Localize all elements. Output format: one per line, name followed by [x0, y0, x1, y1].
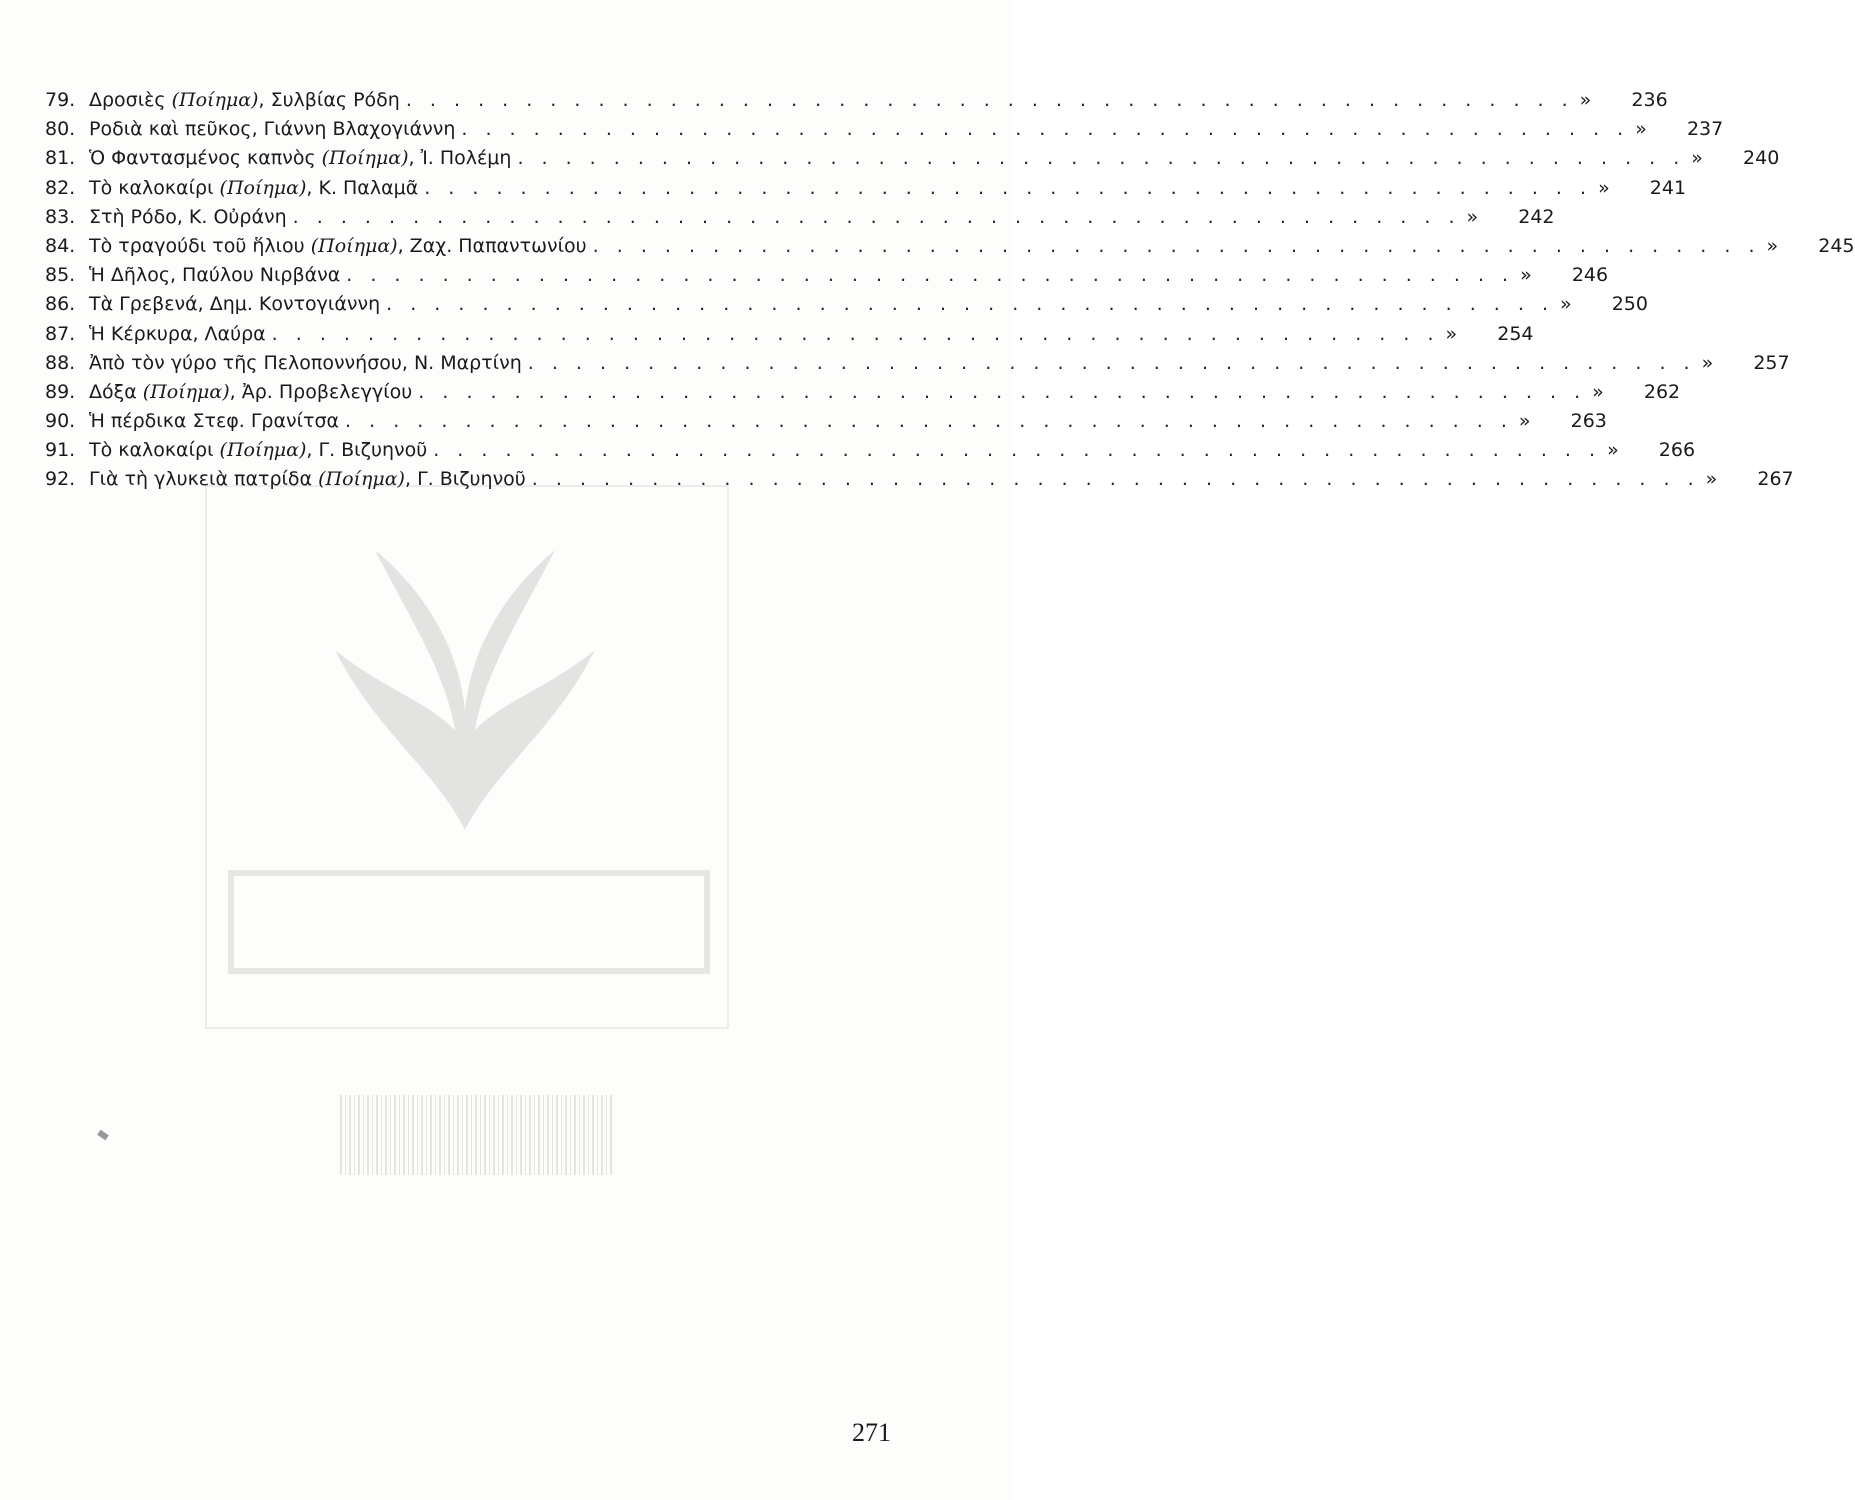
toc-entry: [45, 320, 1534, 349]
toc-entry: [45, 86, 1668, 115]
bleed-through-barcode: [340, 1095, 615, 1175]
toc-entry: [45, 174, 1687, 203]
toc-entry-genre: (Ποίημα): [219, 439, 307, 462]
toc-ref-mark: »: [1445, 322, 1458, 345]
toc-entry: [45, 203, 1555, 232]
toc-leader-dots: [272, 320, 1440, 349]
toc-entry-number: 80.: [45, 118, 76, 141]
toc-entry-number: 88.: [45, 351, 76, 374]
toc-entry-title-text: Ροδιὰ καὶ πεῦκος, Γιάννη Βλαχογιάννη: [89, 118, 456, 141]
toc-entry-title-text: Γιὰ τὴ γλυκειὰ πατρίδα: [89, 468, 319, 491]
toc-entry: [45, 465, 1794, 494]
toc-entry-title-text: Τὸ καλοκαίρι: [89, 439, 220, 462]
toc-entry-title: [83, 320, 266, 349]
toc-entry-title: [83, 378, 412, 407]
toc-entry-page: 257: [1753, 351, 1790, 374]
toc-ref-mark: »: [1691, 147, 1703, 170]
toc-entry-title-text: Στὴ Ρόδο, Κ. Οὐράνη: [89, 205, 287, 228]
toc-entry-author: , Γ. Βιζυηνοῦ: [306, 439, 428, 462]
toc-entry: [45, 290, 1648, 319]
toc-leader-dots: [406, 86, 1574, 115]
toc-leader-dots: [532, 465, 1700, 494]
toc-entry-page: 266: [1658, 439, 1696, 462]
toc-entry-author: , Ζαχ. Παπαντωνίου: [397, 234, 587, 257]
toc-entry-author: , Ἀρ. Προβελεγγίου: [229, 380, 413, 403]
toc-ref-mark: »: [1705, 468, 1718, 491]
toc-leader-dots: [433, 436, 1601, 465]
table-of-contents: [45, 86, 1855, 495]
toc-entry: [45, 378, 1681, 407]
toc-entry-number: 89.: [45, 380, 76, 403]
toc-entry-number: 79.: [45, 89, 76, 111]
toc-entry-page: 254: [1497, 322, 1534, 345]
toc-entry-genre: (Ποίημα): [142, 380, 230, 403]
toc-entry-title-text: Ἡ Δῆλος, Παύλου Νιρβάνα: [89, 264, 341, 287]
toc-entry-title-text: Τὸ καλοκαίρι: [89, 176, 220, 199]
toc-entry-genre: (Ποίημα): [318, 468, 405, 491]
toc-leader-dots: [386, 290, 1554, 319]
toc-leader-dots: [528, 349, 1696, 378]
toc-entry-number: 82.: [45, 176, 76, 199]
toc-entry-genre: (Ποίημα): [310, 234, 398, 257]
toc-entry-title-text: Ἡ πέρδικα Στεφ. Γρανίτσα: [89, 410, 340, 433]
toc-entry-title-text: Ἀπὸ τὸν γύρο τῆς Πελοποννήσου, Ν. Μαρτίνη: [89, 351, 522, 374]
toc-entry-page: 262: [1643, 380, 1681, 403]
toc-entry-number: 91.: [45, 439, 76, 462]
toc-entry-page: 240: [1743, 147, 1780, 170]
toc-leader-dots: [461, 115, 1629, 144]
toc-ref-mark: »: [1518, 410, 1531, 433]
toc-entry-title-text: Ἡ Κέρκυρα, Λαύρα: [89, 322, 266, 345]
toc-entry-title-text: Τὰ Γρεβενά, Δημ. Κοντογιάννη: [89, 293, 381, 316]
toc-entry-title: [83, 349, 522, 378]
toc-entry-title-text: Ὁ Φαντασμένος καπνὸς: [89, 147, 322, 170]
toc-entry-title: [83, 86, 400, 115]
ink-speck: [97, 1130, 109, 1141]
toc-ref-mark: »: [1592, 380, 1604, 403]
toc-entry-title-text: Δόξα: [89, 380, 143, 403]
toc-leader-dots: [418, 378, 1586, 407]
toc-entry-title: [83, 407, 339, 436]
toc-entry-number: 90.: [45, 410, 76, 433]
toc-entry-number: 85.: [45, 264, 76, 287]
toc-ref-mark: »: [1635, 118, 1647, 141]
toc-ref-mark: »: [1701, 351, 1714, 374]
toc-entry-title: [83, 174, 418, 203]
toc-entry-title: [83, 203, 287, 232]
toc-entry-title: [83, 465, 526, 494]
toc-entry-page: 246: [1571, 264, 1609, 287]
toc-entry-page: 245: [1818, 234, 1855, 257]
toc-entry-genre: (Ποίημα): [171, 89, 259, 111]
bleed-through-phoenix-icon: [315, 530, 615, 850]
toc-entry-genre: (Ποίημα): [321, 147, 409, 170]
toc-ref-mark: »: [1559, 293, 1572, 316]
toc-entry-page: 242: [1518, 205, 1555, 228]
toc-entry-title: [83, 144, 511, 173]
toc-entry-title: [83, 261, 340, 290]
toc-entry: [45, 436, 1696, 465]
toc-leader-dots: [346, 261, 1514, 290]
page-number: 271: [852, 1418, 891, 1447]
toc-entry-number: 81.: [45, 147, 76, 170]
toc-entry: [45, 144, 1780, 173]
toc-ref-mark: »: [1466, 205, 1479, 228]
toc-entry-author: , Κ. Παλαμᾶ: [306, 176, 419, 199]
toc-entry-author: , Συλβίας Ρόδη: [258, 89, 400, 111]
toc-entry-number: 86.: [45, 293, 76, 316]
toc-ref-mark: »: [1766, 234, 1779, 257]
toc-entry-page: 250: [1611, 293, 1648, 316]
toc-entry-page: 241: [1649, 176, 1687, 199]
toc-entry-number: 83.: [45, 205, 76, 228]
toc-entry-page: 263: [1570, 410, 1607, 433]
toc-entry-title-text: Τὸ τραγούδι τοῦ ἥλιου: [89, 234, 311, 257]
toc-entry-author: , Ἰ. Πολέμη: [408, 147, 512, 170]
toc-leader-dots: [293, 203, 1461, 232]
toc-entry-genre: (Ποίημα): [219, 176, 307, 199]
toc-entry-number: 84.: [45, 234, 76, 257]
toc-ref-mark: »: [1607, 439, 1619, 462]
toc-leader-dots: [345, 407, 1513, 436]
bleed-through-banner: [228, 870, 710, 974]
toc-ref-mark: »: [1579, 89, 1592, 111]
toc-ref-mark: »: [1520, 264, 1532, 287]
toc-ref-mark: »: [1598, 176, 1610, 199]
toc-leader-dots: [593, 232, 1761, 261]
toc-leader-dots: [517, 144, 1685, 173]
toc-entry: [45, 232, 1855, 261]
toc-entry: [45, 261, 1609, 290]
toc-entry: [45, 407, 1607, 436]
toc-entry-author: , Γ. Βιζυηνοῦ: [404, 468, 526, 491]
toc-entry-number: 87.: [45, 322, 76, 345]
toc-entry-title: [83, 290, 380, 319]
toc-entry-page: 236: [1631, 89, 1668, 111]
toc-entry-page: 237: [1686, 118, 1724, 141]
toc-entry-title: [83, 232, 587, 261]
toc-entry-title: [83, 115, 455, 144]
toc-entry-page: 267: [1757, 468, 1794, 491]
toc-entry: [45, 349, 1790, 378]
toc-entry: [45, 115, 1724, 144]
toc-leader-dots: [424, 174, 1592, 203]
toc-entry-number: 92.: [45, 468, 76, 491]
toc-entry-title-text: Δροσιὲς: [89, 89, 172, 111]
toc-entry-title: [83, 436, 427, 465]
